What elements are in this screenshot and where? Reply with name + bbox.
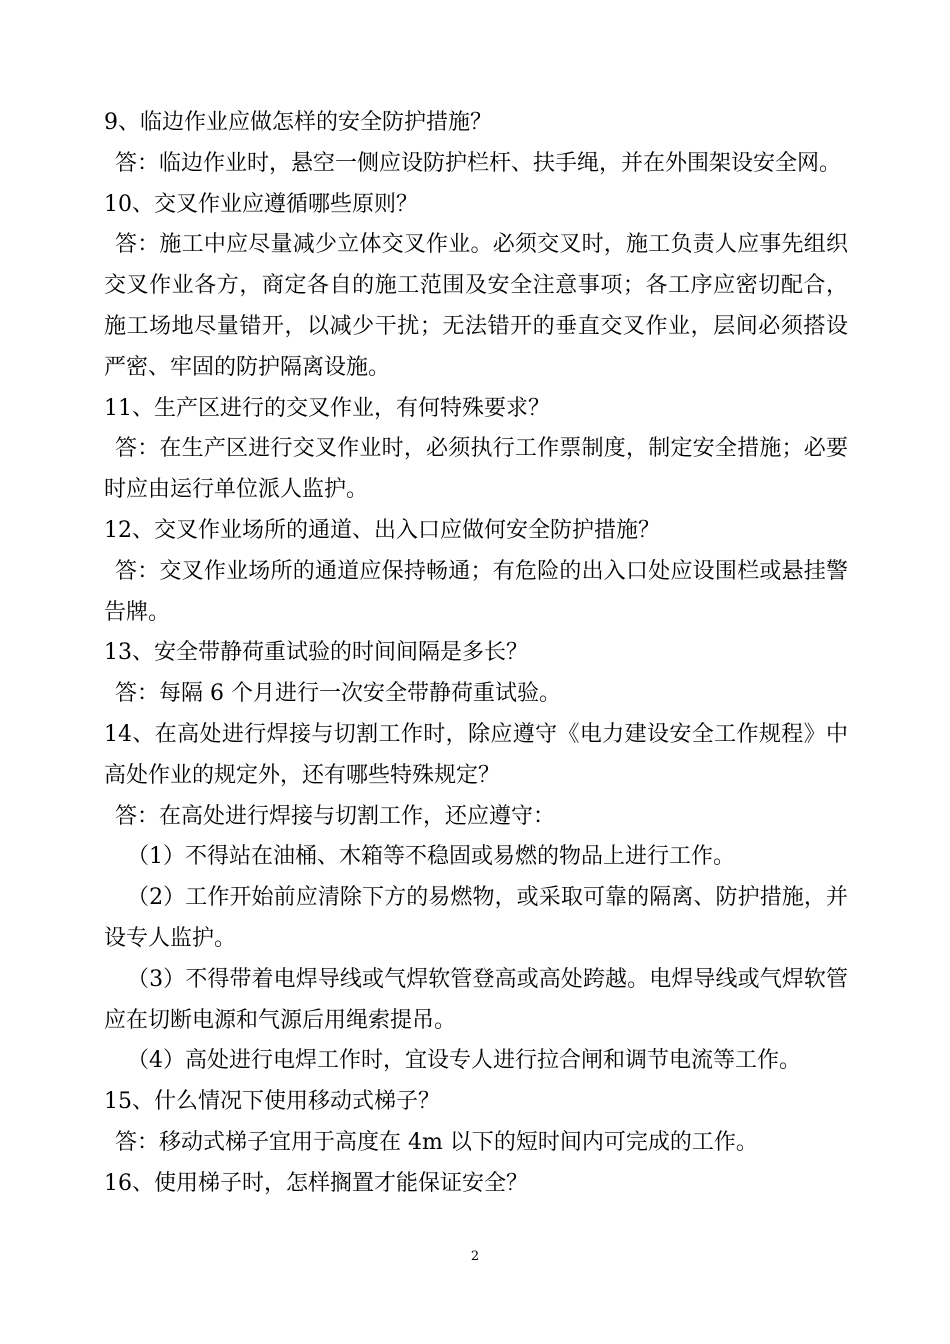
answer-10-line-3: 施工场地尽量错开，以减少干扰；无法错开的垂直交叉作业，层间必须搭设 — [104, 313, 848, 339]
answer-14-item-2-line-2: 设专人监护。 — [104, 925, 237, 951]
answer-15: 答：移动式梯子宜用于高度在 4m 以下的短时间内可完成的工作。 — [115, 1129, 758, 1155]
answer-13: 答：每隔 6 个月进行一次安全带静荷重试验。 — [115, 681, 561, 707]
question-12: 12、交叉作业场所的通道、出入口应做何安全防护措施？ — [104, 517, 660, 543]
answer-11-line-1: 答：在生产区进行交叉作业时，必须执行工作票制度，制定安全措施；必要 — [115, 436, 848, 462]
answer-14-item-3-line-2: 应在切断电源和气源后用绳索提吊。 — [104, 1007, 457, 1033]
question-16: 16、使用梯子时，怎样搁置才能保证安全？ — [104, 1170, 528, 1196]
answer-14-item-1: （1）不得站在油桶、木箱等不稳固或易燃的物品上进行工作。 — [127, 844, 735, 870]
answer-10-line-1: 答：施工中应尽量减少立体交叉作业。必须交叉时，施工负责人应事先组织 — [115, 232, 848, 258]
answer-10-line-2: 交叉作业各方，商定各自的施工范围及安全注意事项；各工序应密切配合， — [104, 273, 848, 299]
answer-12-line-2: 告牌。 — [104, 599, 171, 625]
answer-14-item-4: （4）高处进行电焊工作时，宜设专人进行拉合闸和调节电流等工作。 — [127, 1048, 801, 1074]
answer-12-line-1: 答：交叉作业场所的通道应保持畅通；有危险的出入口处应设围栏或悬挂警 — [115, 558, 848, 584]
document-body — [104, 103, 848, 1205]
answer-14-item-3-line-1: （3）不得带着电焊导线或气焊软管登高或高处跨越。电焊导线或气焊软管 — [127, 966, 848, 992]
answer-11-line-2: 时应由运行单位派人监护。 — [104, 477, 369, 503]
answer-14-intro: 答：在高处进行焊接与切割工作，还应遵守： — [115, 803, 556, 829]
page-number: 2 — [470, 1249, 480, 1264]
question-9: 9、临边作业应做怎样的安全防护措施？ — [104, 110, 492, 135]
answer-9: 答：临边作业时，悬空一侧应设防护栏杆、扶手绳，并在外围架设安全网。 — [115, 150, 842, 176]
question-11: 11、生产区进行的交叉作业，有何特殊要求？ — [104, 395, 550, 421]
question-14-line-1: 14、在高处进行焊接与切割工作时，除应遵守《电力建设安全工作规程》中 — [104, 721, 848, 747]
answer-14-item-2-line-1: （2）工作开始前应清除下方的易燃物，或采取可靠的隔离、防护措施，并 — [127, 885, 848, 911]
question-15: 15、什么情况下使用移动式梯子？ — [104, 1089, 440, 1115]
question-10: 10、交叉作业应遵循哪些原则？ — [104, 191, 418, 217]
answer-10-line-4: 严密、牢固的防护隔离设施。 — [104, 354, 391, 380]
question-14-line-2: 高处作业的规定外，还有哪些特殊规定？ — [104, 762, 501, 788]
question-13: 13、安全带静荷重试验的时间间隔是多长？ — [104, 640, 528, 666]
